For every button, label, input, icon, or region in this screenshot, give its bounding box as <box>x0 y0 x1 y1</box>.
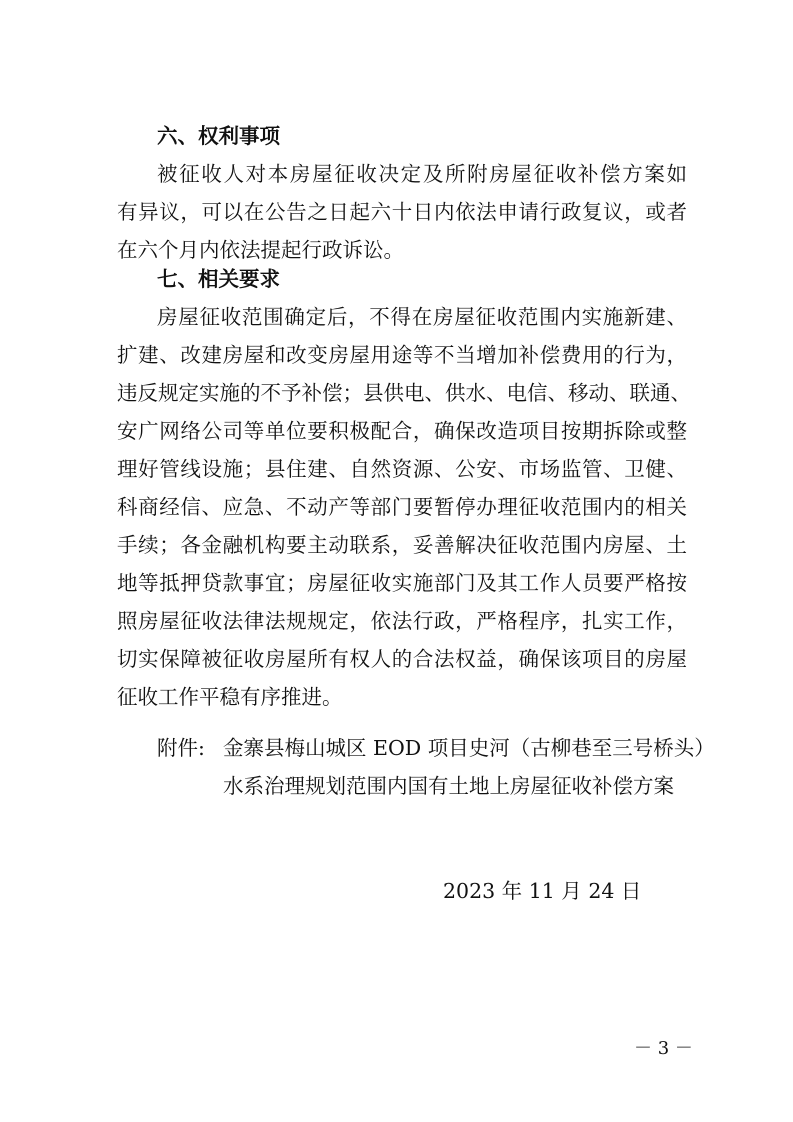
section7-line-10: 切实保障被征收房屋所有权人的合法权益，确保该项目的房屋 <box>117 647 687 671</box>
section7-line-9: 照房屋征收法律法规规定，依法行政，严格程序，扎实工作， <box>117 609 687 633</box>
page-number: － 3 － <box>634 1038 693 1059</box>
attachment-title-line-2: 水系治理规划范围内国有土地上房屋征收补偿方案 <box>223 774 674 798</box>
section7-line-11: 征收工作平稳有序推进。 <box>117 685 343 709</box>
section7-line-5: 理好管线设施；县住建、自然资源、公安、市场监管、卫健、 <box>117 457 687 481</box>
section7-heading: 七、相关要求 <box>157 267 280 291</box>
section7-line-1: 房屋征收范围确定后，不得在房屋征收范围内实施新建、 <box>157 305 687 329</box>
section7-line-8: 地等抵押贷款事宜；房屋征收实施部门及其工作人员要严格按 <box>117 571 687 595</box>
section6-line-2: 有异议，可以在公告之日起六十日内依法申请行政复议，或者 <box>117 200 687 224</box>
attachment-label: 附件: <box>157 736 205 760</box>
section7-line-4: 安广网络公司等单位要积极配合，确保改造项目按期拆除或整 <box>117 419 687 443</box>
section7-line-2: 扩建、改建房屋和改变房屋用途等不当增加补偿费用的行为， <box>117 343 687 367</box>
section6-heading: 六、权利事项 <box>157 124 280 148</box>
section6-line-1: 被征收人对本房屋征收决定及所附房屋征收补偿方案如 <box>157 162 687 186</box>
attachment-title-line-1: 金寨县梅山城区 EOD 项目史河（古柳巷至三号桥头） <box>223 736 715 760</box>
section6-line-3: 在六个月内依法提起行政诉讼。 <box>117 238 404 262</box>
section7-line-6: 科商经信、应急、不动产等部门要暂停办理征收范围内的相关 <box>117 495 687 519</box>
document-date: 2023 年 11 月 24 日 <box>443 879 642 903</box>
section7-line-3: 违反规定实施的不予补偿；县供电、供水、电信、移动、联通、 <box>117 381 691 405</box>
section7-line-7: 手续；各金融机构要主动联系，妥善解决征收范围内房屋、土 <box>117 533 687 557</box>
